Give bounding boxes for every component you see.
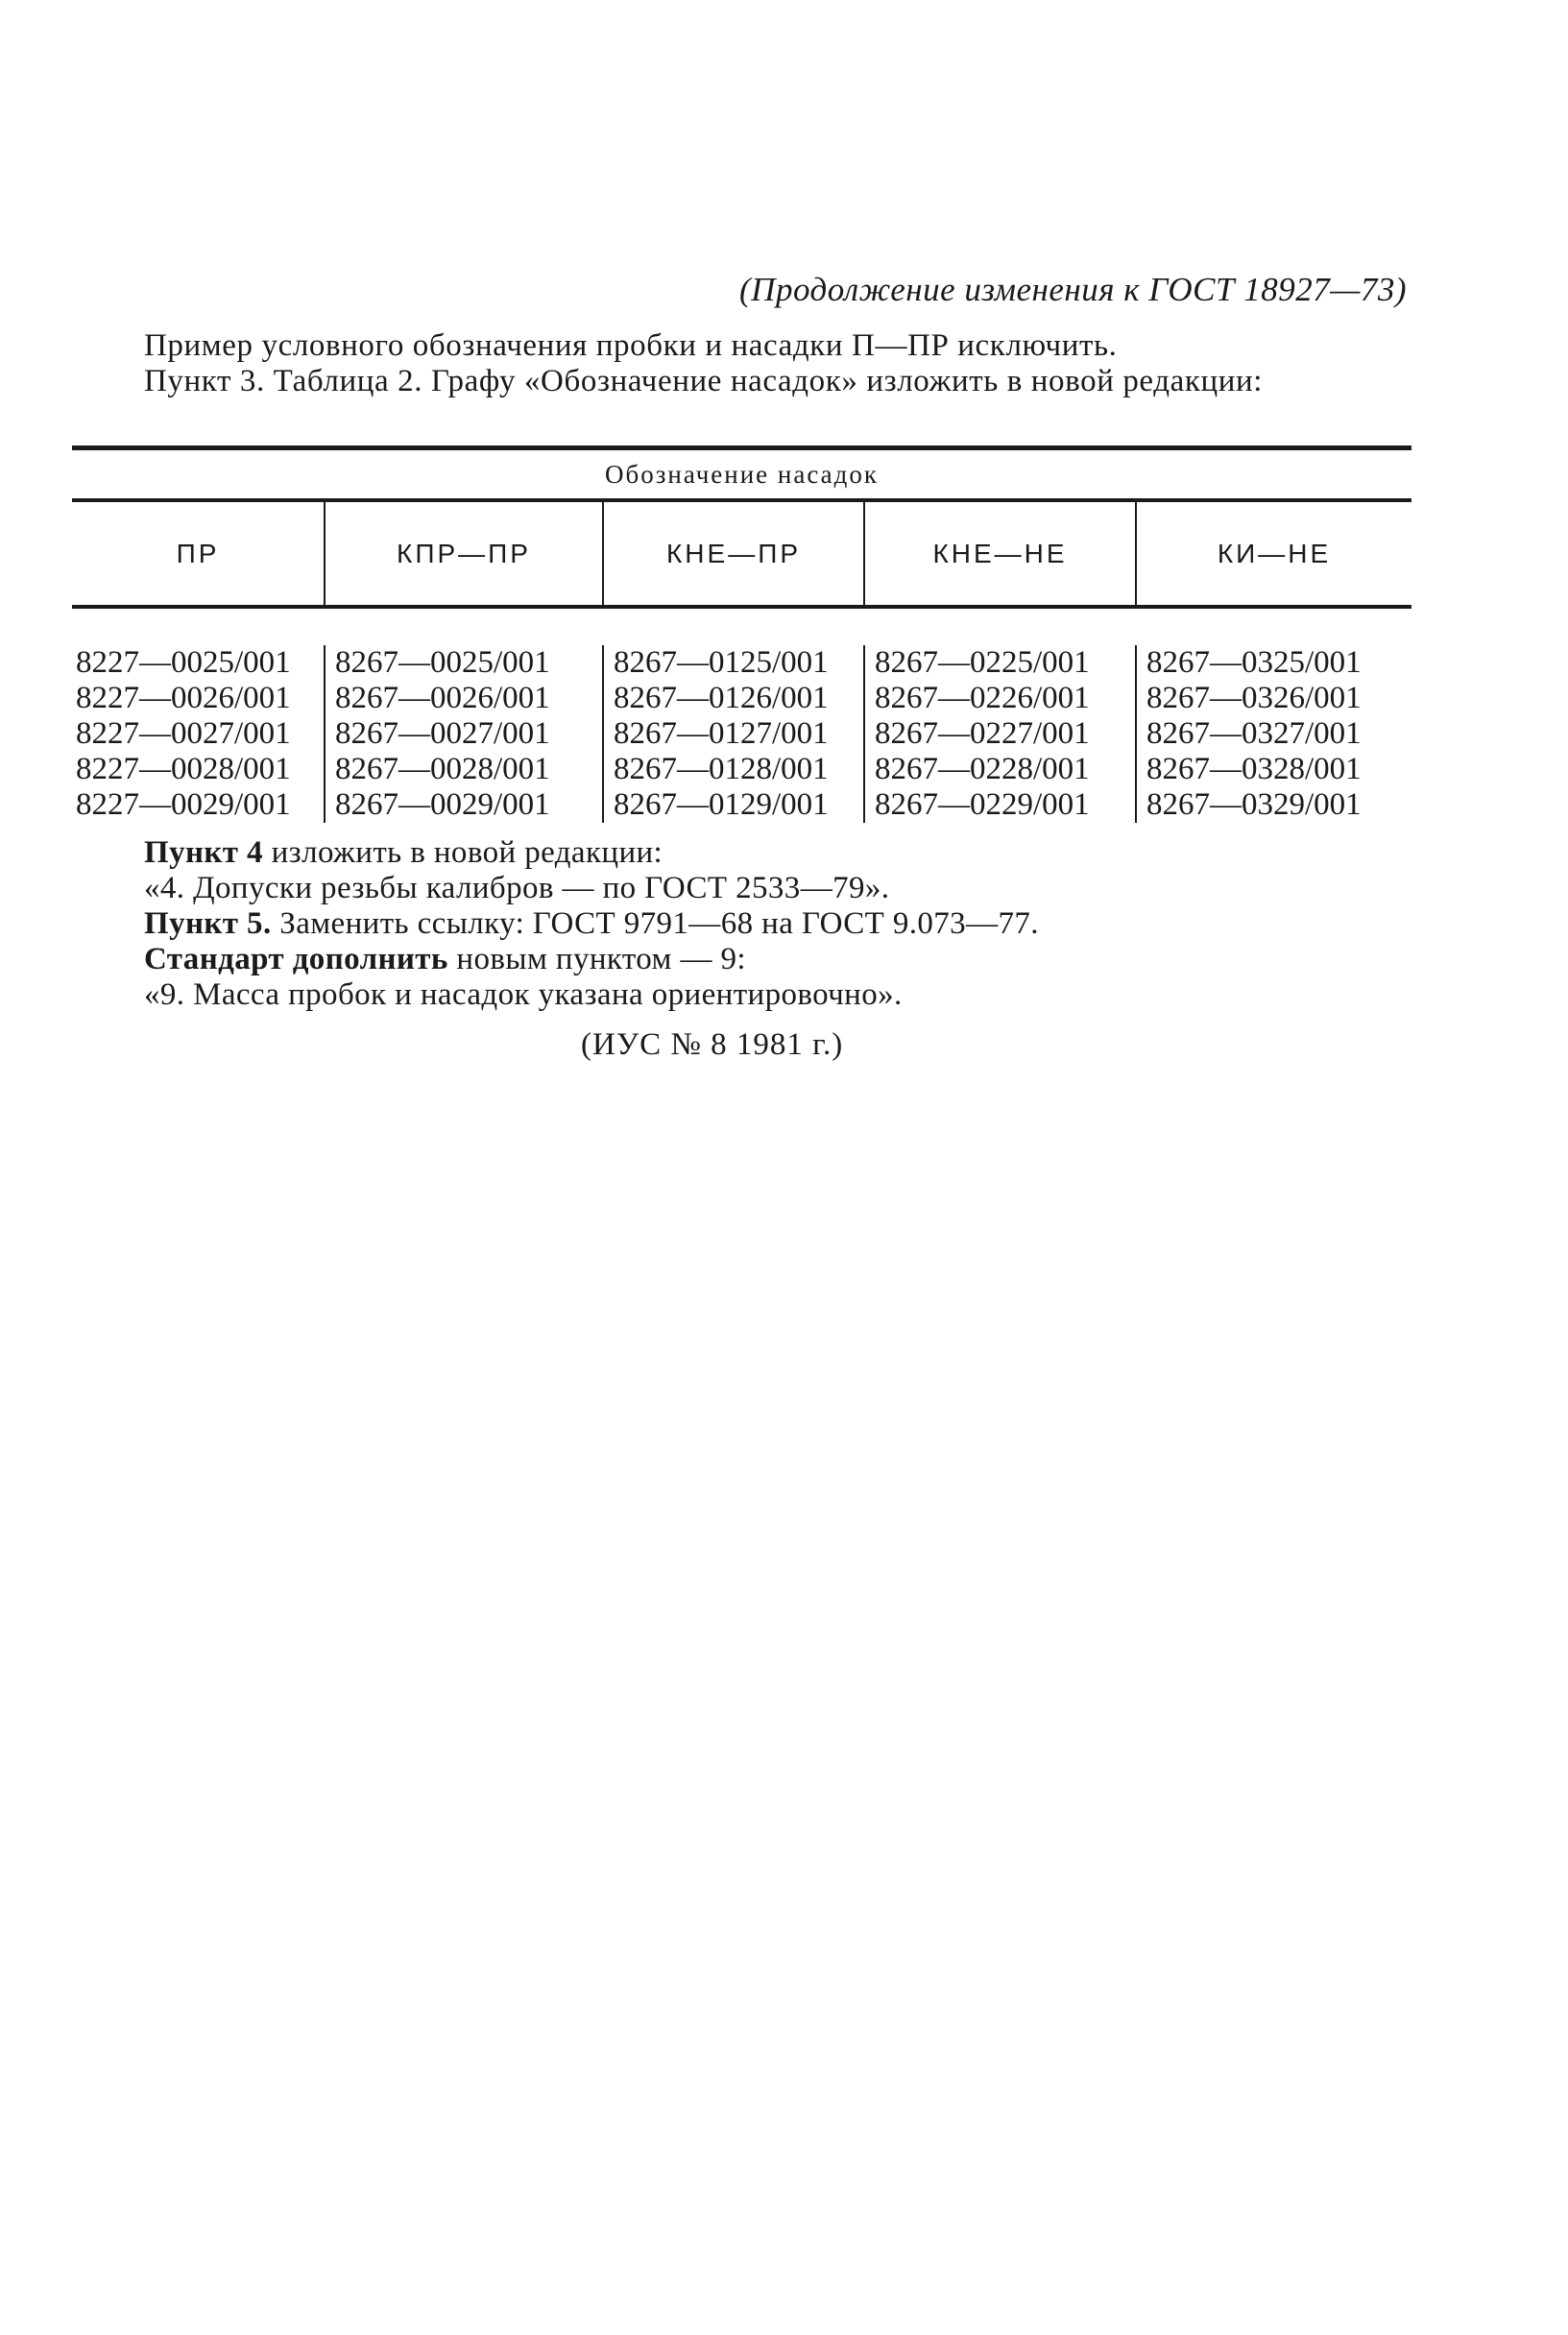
- standard-add-text: новым пунктом — 9:: [447, 942, 747, 976]
- table-cell: 8267—0229/001: [875, 787, 1090, 822]
- point-5-label: Пункт 5.: [144, 906, 272, 941]
- point-4-label: Пункт 4: [144, 835, 263, 870]
- table-column-kpr-pr: [324, 645, 602, 823]
- table-cell: 8267—0125/001: [614, 645, 829, 680]
- table-cell: 8267—0129/001: [614, 787, 829, 822]
- continuation-header: (Продолжение изменения к ГОСТ 18927—73): [739, 271, 1407, 308]
- point-9-quote: «9. Масса пробок и насадок указана ориентировочно».: [144, 977, 903, 1012]
- table-cell: 8267—0329/001: [1146, 787, 1362, 822]
- column-header-kne-pr: КНЕ—ПР: [602, 502, 863, 605]
- table-cell: 8267—0327/001: [1146, 716, 1362, 751]
- table-cell: 8227—0029/001: [76, 787, 291, 822]
- point-5-line: [144, 906, 1039, 942]
- column-header-kne-ne: КНЕ—НЕ: [863, 502, 1135, 605]
- table-cell: 8267—0029/001: [335, 787, 550, 822]
- point-4-line: [144, 835, 1039, 871]
- table-cell: 8267—0325/001: [1146, 645, 1362, 680]
- table-cell: 8267—0126/001: [614, 681, 829, 715]
- table-cell: 8267—0328/001: [1146, 752, 1362, 786]
- table-cell: 8267—0128/001: [614, 752, 829, 786]
- table-cell: 8267—0225/001: [875, 645, 1090, 680]
- table-cell: 8267—0127/001: [614, 716, 829, 751]
- table-cell: 8267—0228/001: [875, 752, 1090, 786]
- table-cell: 8267—0028/001: [335, 752, 550, 786]
- table-cell: 8267—0226/001: [875, 681, 1090, 715]
- nozzle-designation-table: [72, 445, 1411, 823]
- point-4-text: изложить в новой редакции:: [262, 835, 663, 870]
- point-4-quote: «4. Допуски резьбы калибров — по ГОСТ 2533—79».: [144, 871, 890, 905]
- paragraph-point-3: Пункт 3. Таблица 2. Графу «Обозначение насадок» изложить в новой редакции:: [144, 364, 1264, 398]
- table-cell: 8267—0026/001: [335, 681, 550, 715]
- table-cell: 8267—0227/001: [875, 716, 1090, 751]
- table-cell: 8227—0026/001: [76, 681, 291, 715]
- table-column-kne-ne: [863, 645, 1135, 823]
- column-header-ki-ne: КИ—НЕ: [1135, 502, 1411, 605]
- standard-add-line: [144, 942, 1039, 977]
- table-column-pr: [72, 645, 324, 823]
- table-body: [72, 609, 1411, 823]
- ius-reference: (ИУС № 8 1981 г.): [581, 1027, 844, 1062]
- paragraph-example-removed: Пример условного обозначения пробки и насадки П—ПР исключить.: [144, 328, 1118, 363]
- table-cell: 8267—0027/001: [335, 716, 550, 751]
- point-5-text: Заменить ссылку: ГОСТ 9791—68 на ГОСТ 9.073—77.: [271, 906, 1039, 941]
- table-column-headers: [72, 502, 1411, 605]
- column-header-pr: ПР: [176, 538, 220, 568]
- table-cell: 8227—0027/001: [76, 716, 291, 751]
- amendment-points: [144, 835, 1039, 1013]
- table-cell: 8267—0326/001: [1146, 681, 1362, 715]
- table-cell: 8267—0025/001: [335, 645, 550, 680]
- table-column-ki-ne: [1135, 645, 1411, 823]
- standard-add-label: Стандарт дополнить: [144, 942, 448, 976]
- table-title: Обозначение насадок: [604, 460, 880, 489]
- table-cell: 8227—0025/001: [76, 645, 291, 680]
- column-header-kpr-pr: КПР—ПР: [324, 502, 602, 605]
- table-column-kne-pr: [602, 645, 863, 823]
- table-cell: 8227—0028/001: [76, 752, 291, 786]
